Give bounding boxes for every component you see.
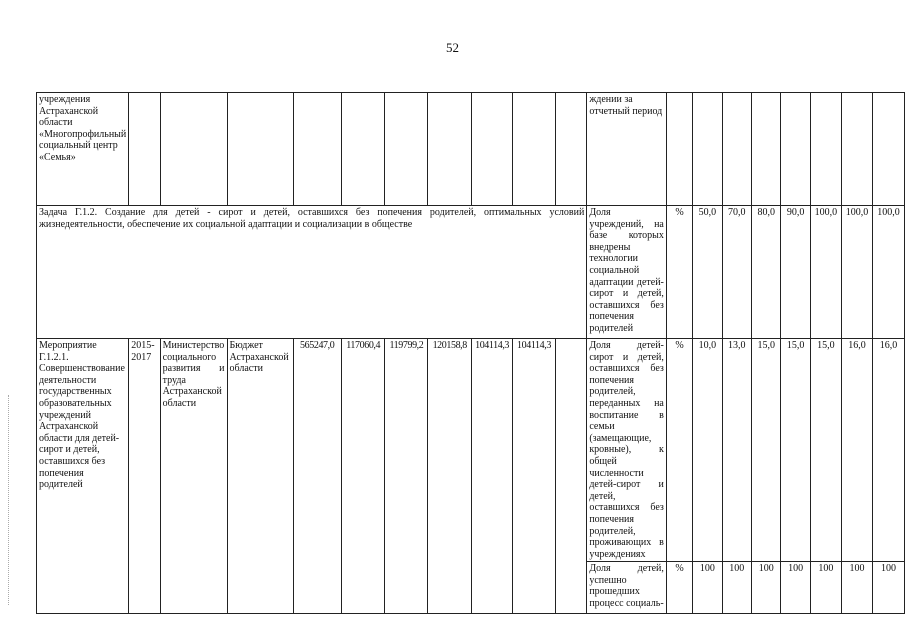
funding-total: 565247,0 [293,339,341,614]
measure-period: 2015-2017 [129,339,160,614]
funding-year: 117060,4 [341,339,385,614]
indicator-2-text: Доля детей, успешно прошедших процесс социаль- [587,562,667,614]
task-value: 100,0 [810,206,841,339]
funding-year: 104114,3 [472,339,513,614]
scan-margin-mark [8,395,9,605]
task-title: Задача Г.1.2. Создание для детей - сирот и детей, оставшихся без попечения родителей, оптимальных условий жизнедеятельности, обеспечение их социальной адаптации и социализации в обществе [37,206,587,339]
funding-year: 120158,8 [428,339,472,614]
task-value: 90,0 [781,206,810,339]
task-indicator: Доля учреждений, на базе которых внедрены технологии социальной адаптации детей-сирот и детей, оставшихся без попечения родителей [587,206,667,339]
funding-year: 119799,2 [385,339,428,614]
indicator-1-value: 16,0 [841,339,872,562]
indicator-1-value: 15,0 [810,339,841,562]
task-value: 50,0 [693,206,722,339]
measure-executor: Министерство социального развития и труда Астраханской области [160,339,227,614]
indicator-2-value: 100 [810,562,841,614]
indicator-1-value: 16,0 [873,339,905,562]
executor-tail-cell: учреждения Астраханской области «Многопрофильный социальный центр «Семья» [37,93,129,206]
indicator-2-value: 100 [722,562,751,614]
indicator-1-value: 13,0 [722,339,751,562]
indicator-2-value: 100 [841,562,872,614]
indicator-1-value: 15,0 [781,339,810,562]
measure-source: Бюджет Астраханской области [227,339,293,614]
measure-name: Мероприятие Г.1.2.1. Совершенствование деятельности государственных образовательных учреждений Астраханской области для детей-сирот и детей, оставшихся без попечения родителей [37,339,129,614]
task-value: 80,0 [752,206,781,339]
page-number: 52 [446,40,459,55]
task-row [37,206,905,339]
indicator-2-value: 100 [781,562,810,614]
task-unit: % [666,206,692,339]
indicator-1-value: 10,0 [693,339,722,562]
indicator-1-text: Доля детей-сирот и детей, оставшихся без попечения родителей, переданных на воспитание в семьи (замещающие, кровные), к общей численности детей-сирот и детей, оставшихся без попечения родителей, проживающих в учреждениях [587,339,667,562]
task-value: 100,0 [873,206,905,339]
task-value: 70,0 [722,206,751,339]
indicator-2-unit: % [666,562,692,614]
indicator-2-value: 100 [693,562,722,614]
program-table [36,92,905,614]
continuation-row [37,93,905,206]
indicator-1-unit: % [666,339,692,562]
task-value: 100,0 [841,206,872,339]
indicator-2-value: 100 [752,562,781,614]
indicator-tail-cell: ждении за отчетный период [587,93,667,206]
empty-cell [555,339,586,614]
indicator-2-value: 100 [873,562,905,614]
measure-row [37,339,905,562]
indicator-1-value: 15,0 [752,339,781,562]
funding-year: 104114,3 [513,339,556,614]
